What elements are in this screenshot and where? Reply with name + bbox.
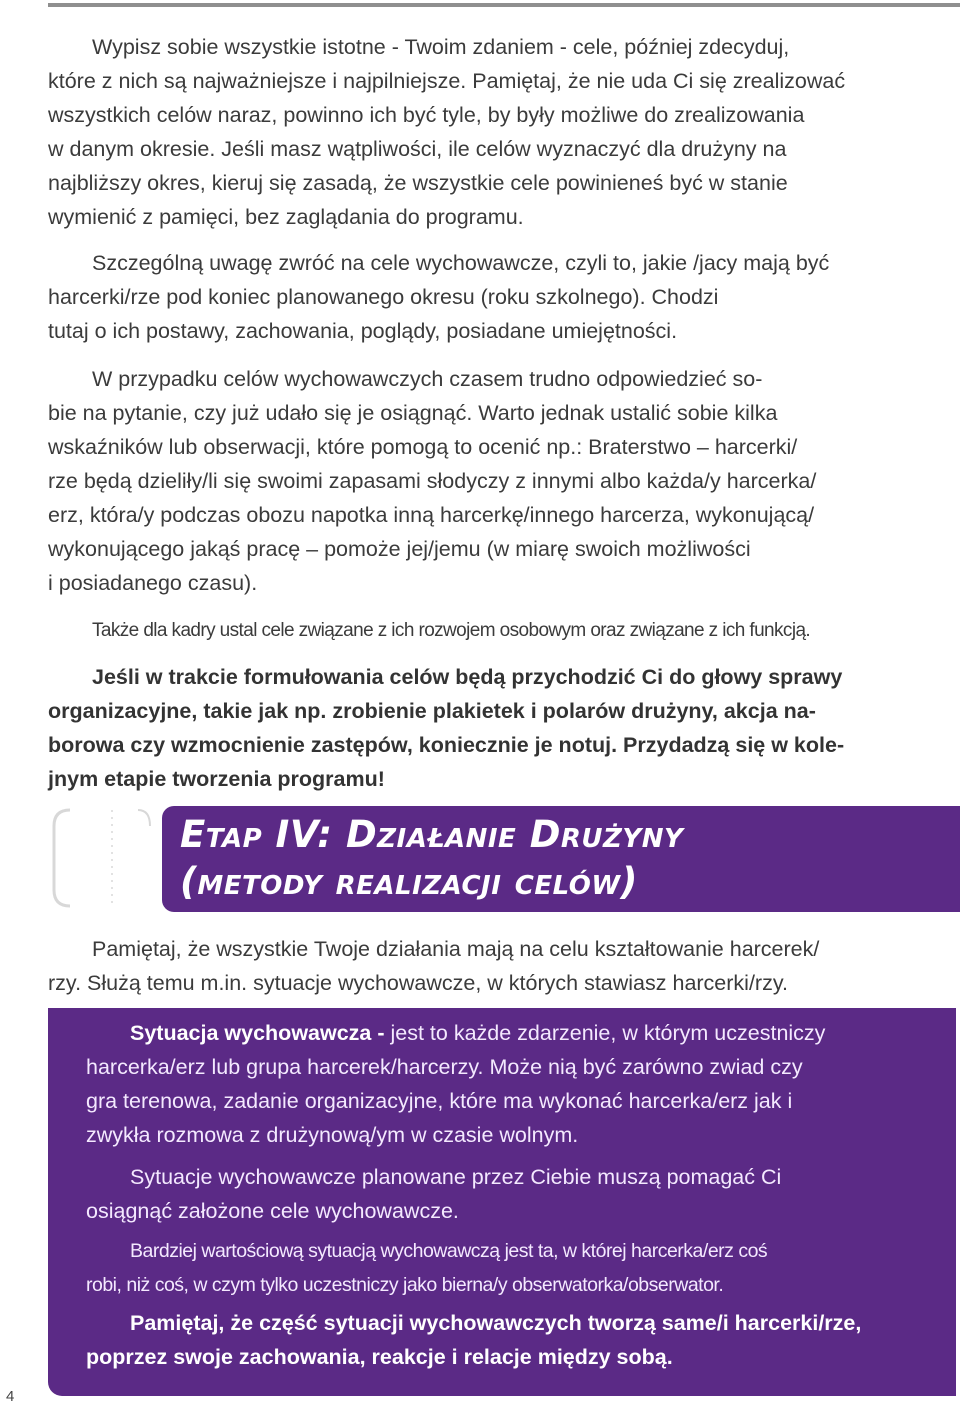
page-number: 4 [6,1388,15,1405]
text-line: jnym etapie tworzenia programu! [48,767,385,791]
text-line: W przypadku celów wychowawczych czasem trudno odpowiedzieć so- [92,367,763,391]
text-line: wykonującego jakąś pracę – pomoże jej/jemu (w miarę swoich możliwości [48,537,751,561]
text-line: wskaźników lub obserwacji, które pomogą to ocenić np.: Braterstwo – harcerki/ [48,435,798,459]
text-line: tutaj o ich postawy, zachowania, poglądy, posiadane umiejętności. [48,319,678,343]
section-heading-subtitle: (metody realizacji celów) [180,860,638,903]
text-line: zwykła rozmowa z drużynową/ym w czasie wolnym. [86,1123,579,1147]
valuable-situation-paragraph [86,1234,922,1302]
text-line: Bardziej wartościową sytuacją wychowawczą jest ta, w której harcerka/erz coś [130,1240,768,1262]
text-line: Wypisz sobie wszystkie istotne - Twoim zdaniem - cele, później zdecyduj, [92,35,790,59]
text-line: rze będą dzieliły/li się swoimi zapasami słodyczy z innymi albo każda/y harcerka/ [48,469,817,493]
self-created-situations-paragraph [86,1306,922,1374]
paragraph-staff-goals [48,614,958,648]
text-line: organizacyjne, takie jak np. zrobienie plakietek i polarów drużyny, akcja na- [48,699,816,723]
paragraph-organizational-note [48,660,958,796]
text-line: bie na pytanie, czy już udało się je osiągnąć. Warto jednak ustalić sobie kilka [48,401,778,425]
text-line: Pamiętaj, że część sytuacji wychowawczych tworzą same/i harcerki/rze, [130,1311,862,1335]
text-line: rzy. Służą temu m.in. sytuacje wychowawcze, w których stawiasz harcerki/rzy. [48,971,788,995]
decorative-bracket-icon [52,808,152,908]
text-line: wymienić z pamięci, bez zaglądania do programu. [48,205,524,229]
definition-box [48,1008,956,1396]
definition-text: jest to każde zdarzenie, w którym uczestniczy [384,1021,826,1045]
text-line: Jeśli w trakcie formułowania celów będą przychodzić Ci do głowy sprawy [92,665,843,689]
text-line: Sytuacje wychowawcze planowane przez Ciebie muszą pomagać Ci [130,1165,782,1189]
top-rule [48,3,960,7]
text-line: w danym okresie. Jeśli masz wątpliwości, ile celów wyznaczyć dla drużyny na [48,137,787,161]
text-line: robi, niż coś, w czym tylko uczestniczy jako bierna/y obserwatorka/obserwator. [86,1274,724,1296]
definition-term: Sytuacja wychowawcza - [130,1021,385,1045]
text-line: Szczególną uwagę zwróć na cele wychowawcze, czyli to, jakie /jacy mają być [92,251,830,275]
paragraph-educational-goals [48,246,958,348]
text-line: i posiadanego czasu). [48,571,258,595]
paragraph-goals-list [48,30,958,234]
text-line: wszystkich celów naraz, powinno ich być tyle, by były możliwe do zrealizowania [48,103,805,127]
planned-situations-paragraph [86,1160,922,1228]
text-line [86,1016,922,1050]
definition-paragraph [86,1016,922,1152]
text-line: osiągnąć założone cele wychowawcze. [86,1199,459,1223]
text-line: poprzez swoje zachowania, reakcje i relacje między sobą. [86,1345,673,1369]
section-heading-title: Etap IV: Działanie Drużyny [180,813,684,856]
text-line: gra terenowa, zadanie organizacyjne, które ma wykonać harcerka/erz jak i [86,1089,793,1113]
text-line: Także dla kadry ustal cele związane z ich rozwojem osobowym oraz związane z ich funkcją. [92,620,811,641]
text-line: które z nich są najważniejsze i najpilniejsze. Pamiętaj, że nie uda Ci się zrealizować [48,69,846,93]
paragraph-intro [48,932,958,1000]
text-line: borowa czy wzmocnienie zastępów, koniecznie je notuj. Przydadzą się w kole- [48,733,845,757]
paragraph-indicators [48,362,958,600]
text-line: erz, która/y podczas obozu napotka inną harcerkę/innego harcerza, wykonującą/ [48,503,815,527]
text-line: harcerki/rze pod koniec planowanego okresu (roku szkolnego). Chodzi [48,285,719,309]
text-line: harcerka/erz lub grupa harcerek/harcerzy. Może nią być zarówno zwiad czy [86,1055,803,1079]
text-line: najbliższy okres, kieruj się zasadą, że wszystkie cele powinieneś być w stanie [48,171,788,195]
text-line: Pamiętaj, że wszystkie Twoje działania mają na celu kształtowanie harcerek/ [92,937,820,961]
